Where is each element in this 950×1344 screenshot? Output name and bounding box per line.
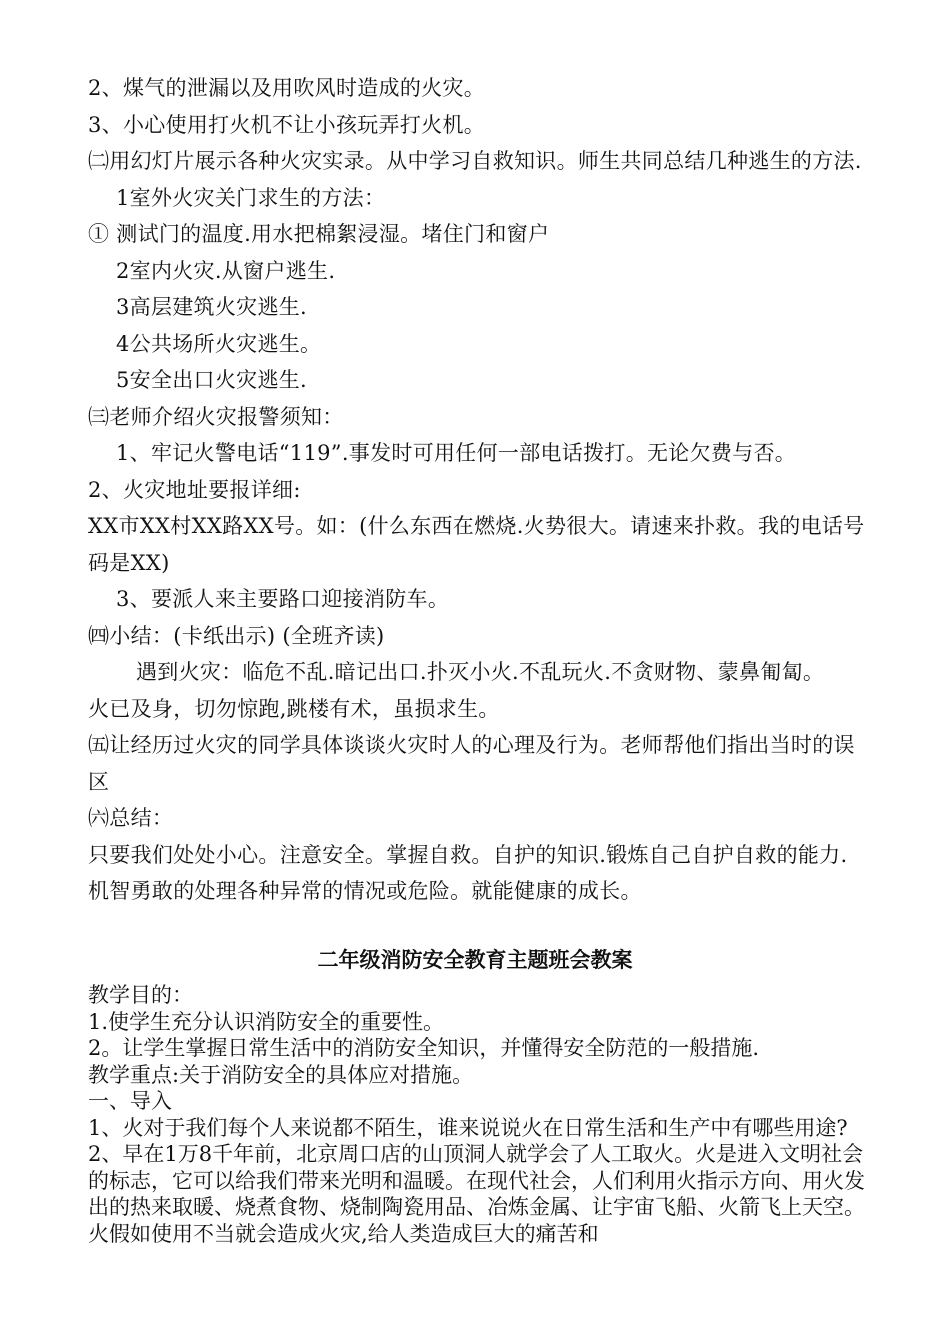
paragraph: 遇到火灾：临危不乱.暗记出口.扑灭小火.不乱玩火.不贪财物、蒙鼻匍匐。 xyxy=(136,660,825,684)
paragraph: XX市XX村XX路XX号。如：(什么东西在燃烧.火势很大。请速来扑救。我的电话号码是XX) xyxy=(88,514,865,575)
paragraph: 2、煤气的泄漏以及用吹风时造成的火灾。 xyxy=(88,76,486,100)
paragraph: ㈤让经历过火灾的同学具体谈谈火灾时人的心理及行为。老师帮他们指出当时的误区 xyxy=(88,733,855,794)
paragraph: 1室外火灾关门求生的方法： xyxy=(116,185,386,210)
paragraph: 教学目的： xyxy=(88,983,193,1007)
lesson-plan-body xyxy=(88,982,878,1247)
paragraph: 教学重点:关于消防安全的具体应对措施。 xyxy=(88,1062,474,1087)
paragraph: 2、早在1万8千年前，北京周口店的山顶洞人就学会了人工取火。火是进入文明社会的标志，它可以给我们带来光明和温暖。在现代社会，人们利用火指示方向、用火发出的热来取暖、烧煮食物、烧制陶瓷用品、冶炼金属、让宇宙飞船、火箭飞上天空。火假如使用不当就会造成火灾,给人类造成巨大的痛苦和 xyxy=(88,1142,865,1246)
paragraph: 一、导入 xyxy=(88,1089,172,1113)
paragraph: 4公共场所火灾逃生。 xyxy=(116,331,322,356)
paragraph: 1.使学生充分认识消防安全的重要性。 xyxy=(88,1009,445,1034)
paragraph: ㈡用幻灯片展示各种火灾实录。从中学习自救知识。师生共同总结几种逃生的方法. xyxy=(88,149,862,173)
paragraph: 2室内火灾.从窗户逃生. xyxy=(116,258,336,283)
paragraph: 3、要派人来主要路口迎接消防车。 xyxy=(116,587,450,611)
paragraph: ㈥总结： xyxy=(88,806,174,830)
paragraph: 2、火灾地址要报详细: xyxy=(88,477,301,502)
paragraph: 2。让学生掌握日常生活中的消防安全知识，并懂得安全防范的一般措施. xyxy=(88,1036,760,1060)
paragraph: 1、火对于我们每个人来说都不陌生，谁来说说火在日常生活和生产中有哪些用途? xyxy=(88,1115,848,1140)
paragraph: ㈣小结：(卡纸出示) (全班齐读) xyxy=(88,623,385,648)
lesson-steps xyxy=(88,70,888,910)
paragraph: 5安全出口火灾逃生. xyxy=(116,368,308,392)
paragraph: ① 测试门的温度.用水把棉絮浸湿。堵住门和窗户 xyxy=(88,222,550,246)
paragraph: ㈢老师介绍火灾报警须知： xyxy=(88,404,344,429)
paragraph: 只要我们处处小心。注意安全。掌握自救。自护的知识.锻炼自己自护自救的能力.机智勇敢的处理各种异常的情况或危险。就能健康的成长。 xyxy=(88,842,848,903)
paragraph: 火已及身，切勿惊跑,跳楼有术，虽损求生。 xyxy=(88,696,500,721)
paragraph: 3、小心使用打火机不让小孩玩弄打火机。 xyxy=(88,112,486,137)
paragraph: 3高层建筑火灾逃生. xyxy=(116,295,308,319)
paragraph: 1、牢记火警电话“119”.事发时可用任何一部电话拨打。无论欠费与否。 xyxy=(116,441,797,465)
section-title: 二年级消防安全教育主题班会教案 xyxy=(317,948,633,972)
